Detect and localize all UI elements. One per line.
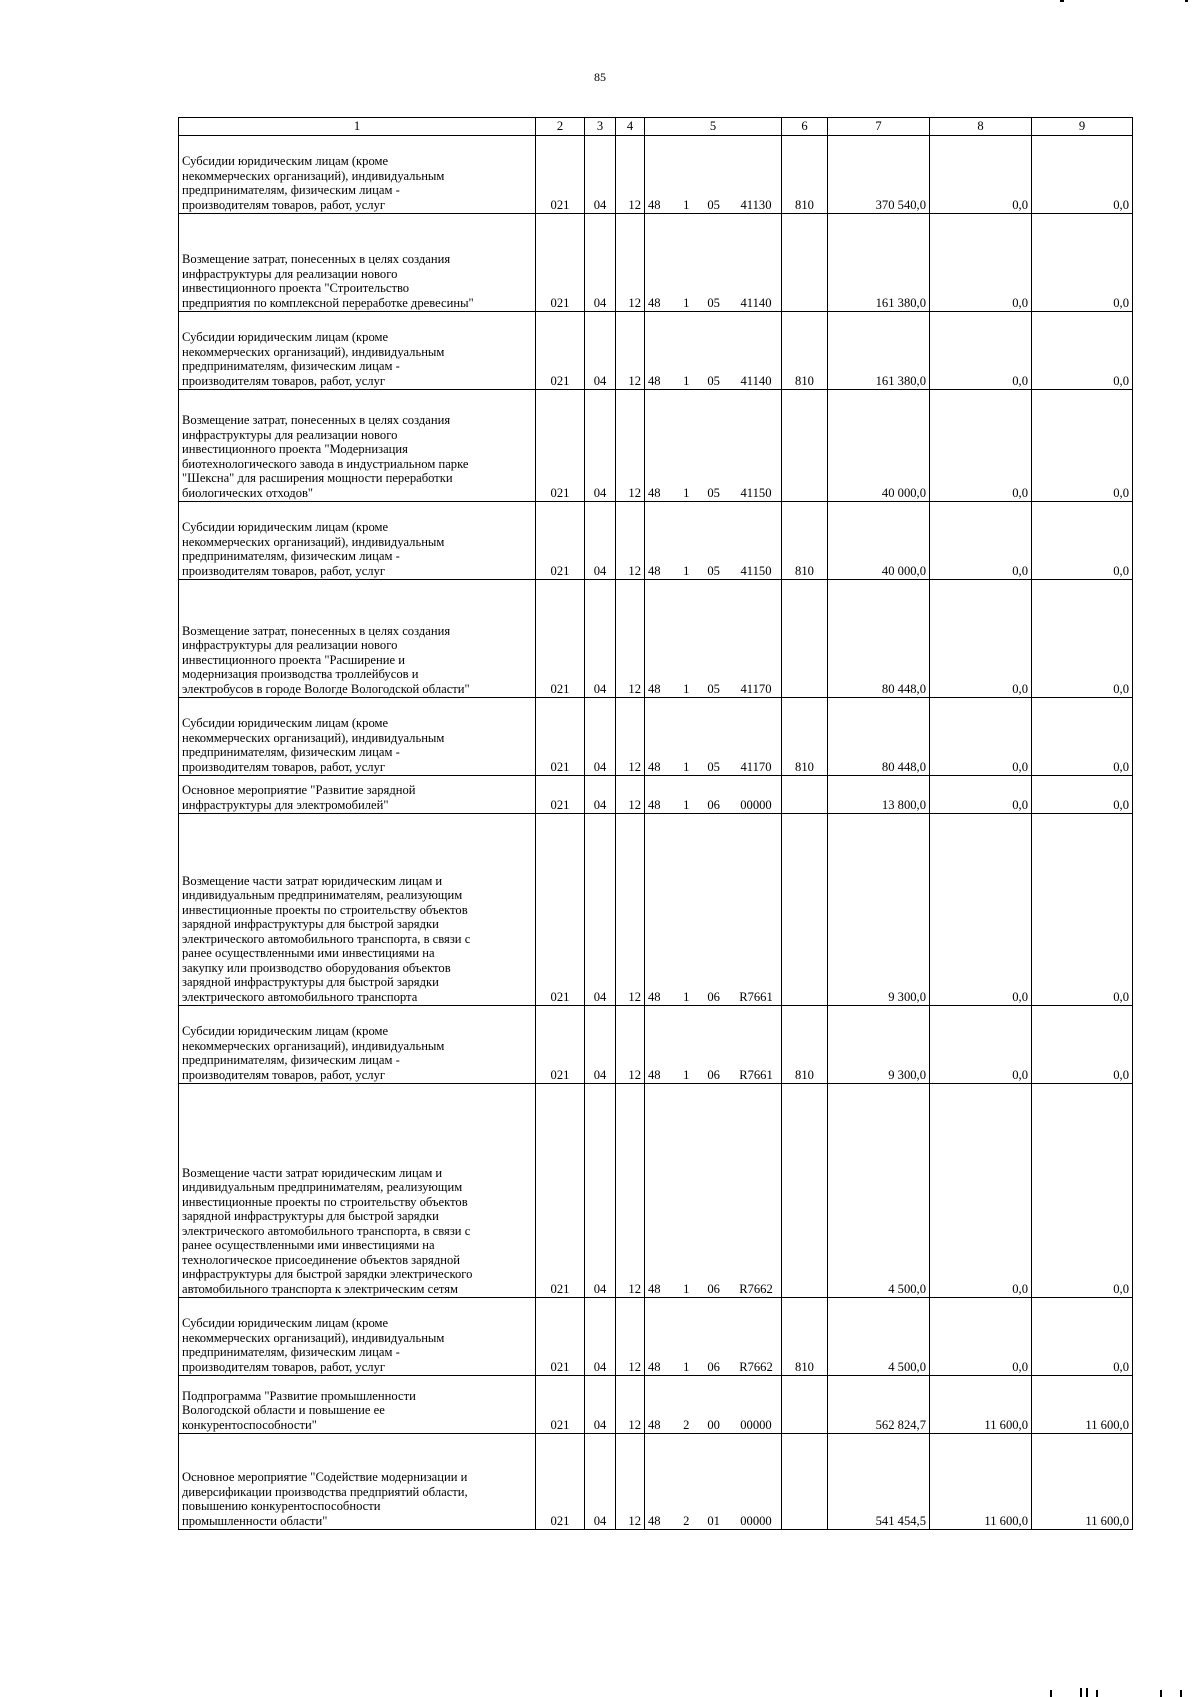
description-cell: Возмещение затрат, понесенных в целях создания инфраструктуры для реализации нового инвестиционного проекта "Строительство предприятия по комплексной переработке древесины" bbox=[179, 214, 536, 312]
amount-cell: 0,0 bbox=[930, 776, 1032, 814]
description-cell: Возмещение затрат, понесенных в целях создания инфраструктуры для реализации нового инвестиционного проекта "Модернизация биотехнологического завода в индустриальном парке "Шексна" для расширения мощности переработки биологических отходов" bbox=[179, 390, 536, 502]
table-row bbox=[179, 1434, 1133, 1530]
target-article-cell bbox=[645, 580, 782, 698]
description-cell: Субсидии юридическим лицам (кроме некоммерческих организаций), индивидуальным предпринимателям, физическим лицам - производителям товаров, работ, услуг bbox=[179, 1006, 536, 1084]
amount-cell: 4 500,0 bbox=[828, 1298, 930, 1376]
header-cell: 3 bbox=[585, 118, 616, 136]
section-cell: 04 bbox=[585, 312, 616, 390]
amount-cell: 0,0 bbox=[1032, 1084, 1133, 1298]
code-part: 41150 bbox=[740, 563, 772, 578]
section-cell: 04 bbox=[585, 214, 616, 312]
code-part: 41150 bbox=[740, 485, 772, 500]
description-cell: Возмещение затрат, понесенных в целях создания инфраструктуры для реализации нового инвестиционного проекта "Расширение и модернизация производства троллейбусов и электробусов в городе Вологде Вологодской области" bbox=[179, 580, 536, 698]
code-part: 48 bbox=[648, 485, 661, 500]
admin-code-cell: 021 bbox=[536, 390, 585, 502]
code-part: R7662 bbox=[739, 1359, 773, 1374]
table-row bbox=[179, 390, 1133, 502]
amount-cell: 0,0 bbox=[930, 814, 1032, 1006]
table-row bbox=[179, 698, 1133, 776]
amount-cell: 0,0 bbox=[930, 698, 1032, 776]
subsection-cell: 12 bbox=[616, 1298, 645, 1376]
header-cell: 5 bbox=[645, 118, 782, 136]
code-part: 00000 bbox=[740, 797, 772, 812]
description-cell: Субсидии юридическим лицам (кроме некоммерческих организаций), индивидуальным предпринимателям, физическим лицам - производителям товаров, работ, услуг bbox=[179, 698, 536, 776]
expense-type-cell: 810 bbox=[782, 1006, 828, 1084]
subsection-cell: 12 bbox=[616, 1434, 645, 1530]
budget-table bbox=[178, 117, 1133, 1530]
scan-mark bbox=[1050, 1690, 1052, 1697]
subsection-cell: 12 bbox=[616, 698, 645, 776]
amount-cell: 0,0 bbox=[1032, 214, 1133, 312]
code-part: R7661 bbox=[739, 989, 773, 1004]
amount-cell: 11 600,0 bbox=[1032, 1376, 1133, 1434]
table-row bbox=[179, 814, 1133, 1006]
header-cell: 6 bbox=[782, 118, 828, 136]
amount-cell: 9 300,0 bbox=[828, 814, 930, 1006]
subsection-cell: 12 bbox=[616, 776, 645, 814]
table-row bbox=[179, 1298, 1133, 1376]
table-row bbox=[179, 1376, 1133, 1434]
table-row bbox=[179, 776, 1133, 814]
amount-cell: 11 600,0 bbox=[1032, 1434, 1133, 1530]
table-row bbox=[179, 1084, 1133, 1298]
section-cell: 04 bbox=[585, 390, 616, 502]
code-part: 05 bbox=[707, 295, 720, 310]
section-cell: 04 bbox=[585, 814, 616, 1006]
code-part: 1 bbox=[683, 1067, 690, 1082]
table-row bbox=[179, 312, 1133, 390]
code-part: 48 bbox=[648, 681, 661, 696]
scan-mark bbox=[1185, 0, 1188, 2]
code-part: 41140 bbox=[740, 295, 772, 310]
header-cell: 2 bbox=[536, 118, 585, 136]
expense-type-cell: 810 bbox=[782, 502, 828, 580]
amount-cell: 40 000,0 bbox=[828, 502, 930, 580]
code-part: 48 bbox=[648, 1067, 661, 1082]
code-part: R7661 bbox=[739, 1067, 773, 1082]
expense-type-cell: 810 bbox=[782, 698, 828, 776]
amount-cell: 40 000,0 bbox=[828, 390, 930, 502]
code-part: 2 bbox=[683, 1417, 690, 1432]
code-part: 41130 bbox=[740, 197, 772, 212]
section-cell: 04 bbox=[585, 1376, 616, 1434]
code-part: 06 bbox=[707, 1067, 720, 1082]
admin-code-cell: 021 bbox=[536, 1298, 585, 1376]
subsection-cell: 12 bbox=[616, 1006, 645, 1084]
description-cell: Субсидии юридическим лицам (кроме некоммерческих организаций), индивидуальным предпринимателям, физическим лицам - производителям товаров, работ, услуг bbox=[179, 1298, 536, 1376]
code-part: 05 bbox=[707, 563, 720, 578]
scan-mark bbox=[1060, 0, 1064, 2]
expense-type-cell bbox=[782, 776, 828, 814]
code-part: 1 bbox=[683, 797, 690, 812]
amount-cell: 0,0 bbox=[1032, 390, 1133, 502]
amount-cell: 0,0 bbox=[930, 502, 1032, 580]
description-cell: Субсидии юридическим лицам (кроме некоммерческих организаций), индивидуальным предпринимателям, физическим лицам - производителям товаров, работ, услуг bbox=[179, 136, 536, 214]
code-part: 48 bbox=[648, 1513, 661, 1528]
target-article-cell bbox=[645, 136, 782, 214]
code-part: 41170 bbox=[740, 759, 772, 774]
target-article-cell bbox=[645, 814, 782, 1006]
code-part: 00 bbox=[707, 1417, 720, 1432]
admin-code-cell: 021 bbox=[536, 814, 585, 1006]
subsection-cell: 12 bbox=[616, 1084, 645, 1298]
admin-code-cell: 021 bbox=[536, 136, 585, 214]
scan-mark bbox=[1096, 1690, 1098, 1697]
code-part: 00000 bbox=[740, 1417, 772, 1432]
code-part: 1 bbox=[683, 197, 690, 212]
amount-cell: 161 380,0 bbox=[828, 214, 930, 312]
expense-type-cell: 810 bbox=[782, 312, 828, 390]
subsection-cell: 12 bbox=[616, 580, 645, 698]
scan-mark bbox=[1180, 1690, 1182, 1697]
section-cell: 04 bbox=[585, 136, 616, 214]
subsection-cell: 12 bbox=[616, 1376, 645, 1434]
code-part: 05 bbox=[707, 681, 720, 696]
code-part: 05 bbox=[707, 759, 720, 774]
code-part: 06 bbox=[707, 1281, 720, 1296]
description-cell: Подпрограмма "Развитие промышленности Вологодской области и повышение ее конкурентоспособности" bbox=[179, 1376, 536, 1434]
section-cell: 04 bbox=[585, 1298, 616, 1376]
amount-cell: 0,0 bbox=[930, 214, 1032, 312]
code-part: 48 bbox=[648, 1359, 661, 1374]
description-cell: Субсидии юридическим лицам (кроме некоммерческих организаций), индивидуальным предпринимателям, физическим лицам - производителям товаров, работ, услуг bbox=[179, 312, 536, 390]
amount-cell: 0,0 bbox=[1032, 814, 1133, 1006]
subsection-cell: 12 bbox=[616, 214, 645, 312]
amount-cell: 0,0 bbox=[930, 312, 1032, 390]
amount-cell: 0,0 bbox=[930, 390, 1032, 502]
code-part: 48 bbox=[648, 197, 661, 212]
target-article-cell bbox=[645, 1006, 782, 1084]
code-part: 2 bbox=[683, 1513, 690, 1528]
code-part: 1 bbox=[683, 759, 690, 774]
amount-cell: 562 824,7 bbox=[828, 1376, 930, 1434]
expense-type-cell bbox=[782, 390, 828, 502]
amount-cell: 0,0 bbox=[1032, 580, 1133, 698]
code-part: 1 bbox=[683, 563, 690, 578]
target-article-cell bbox=[645, 776, 782, 814]
target-article-cell bbox=[645, 1376, 782, 1434]
table-row bbox=[179, 1006, 1133, 1084]
code-part: 01 bbox=[707, 1513, 720, 1528]
code-part: 05 bbox=[707, 485, 720, 500]
expense-type-cell: 810 bbox=[782, 136, 828, 214]
section-cell: 04 bbox=[585, 776, 616, 814]
admin-code-cell: 021 bbox=[536, 1434, 585, 1530]
scan-mark bbox=[1080, 1688, 1082, 1697]
target-article-cell bbox=[645, 1434, 782, 1530]
amount-cell: 9 300,0 bbox=[828, 1006, 930, 1084]
target-article-cell bbox=[645, 390, 782, 502]
expense-type-cell bbox=[782, 1434, 828, 1530]
description-cell: Субсидии юридическим лицам (кроме некоммерческих организаций), индивидуальным предпринимателям, физическим лицам - производителям товаров, работ, услуг bbox=[179, 502, 536, 580]
code-part: 48 bbox=[648, 563, 661, 578]
expense-type-cell bbox=[782, 814, 828, 1006]
header-cell: 1 bbox=[179, 118, 536, 136]
amount-cell: 11 600,0 bbox=[930, 1376, 1032, 1434]
target-article-cell bbox=[645, 1298, 782, 1376]
expense-type-cell bbox=[782, 214, 828, 312]
amount-cell: 80 448,0 bbox=[828, 580, 930, 698]
code-part: 00000 bbox=[740, 1513, 772, 1528]
amount-cell: 0,0 bbox=[1032, 776, 1133, 814]
code-part: 1 bbox=[683, 989, 690, 1004]
subsection-cell: 12 bbox=[616, 390, 645, 502]
code-part: 48 bbox=[648, 1417, 661, 1432]
code-part: 41170 bbox=[740, 681, 772, 696]
table-body bbox=[179, 136, 1133, 1530]
admin-code-cell: 021 bbox=[536, 776, 585, 814]
amount-cell: 0,0 bbox=[930, 1298, 1032, 1376]
table-row bbox=[179, 214, 1133, 312]
amount-cell: 370 540,0 bbox=[828, 136, 930, 214]
amount-cell: 80 448,0 bbox=[828, 698, 930, 776]
table-row bbox=[179, 580, 1133, 698]
admin-code-cell: 021 bbox=[536, 312, 585, 390]
section-cell: 04 bbox=[585, 1434, 616, 1530]
description-cell: Возмещение части затрат юридическим лицам и индивидуальным предпринимателям, реализующим инвестиционные проекты по строительству объектов зарядной инфраструктуры для быстрой зарядки электрического автомобильного транспорта, в связи с ранее осуществленными ими инвестициями на технологическое присоединение объектов зарядной инфраструктуры для быстрой зарядки электрического автомобильного транспорта к электрическим сетям bbox=[179, 1084, 536, 1298]
code-part: 48 bbox=[648, 989, 661, 1004]
admin-code-cell: 021 bbox=[536, 698, 585, 776]
code-part: 48 bbox=[648, 373, 661, 388]
admin-code-cell: 021 bbox=[536, 1084, 585, 1298]
code-part: 1 bbox=[683, 1281, 690, 1296]
target-article-cell bbox=[645, 698, 782, 776]
code-part: 1 bbox=[683, 1359, 690, 1374]
target-article-cell bbox=[645, 214, 782, 312]
amount-cell: 0,0 bbox=[930, 1084, 1032, 1298]
code-part: R7662 bbox=[739, 1281, 773, 1296]
code-part: 48 bbox=[648, 295, 661, 310]
amount-cell: 0,0 bbox=[930, 580, 1032, 698]
header-row bbox=[179, 118, 1133, 136]
code-part: 1 bbox=[683, 373, 690, 388]
section-cell: 04 bbox=[585, 1084, 616, 1298]
header-cell: 8 bbox=[930, 118, 1032, 136]
expense-type-cell: 810 bbox=[782, 1298, 828, 1376]
scan-mark bbox=[1160, 1690, 1162, 1697]
subsection-cell: 12 bbox=[616, 814, 645, 1006]
amount-cell: 0,0 bbox=[1032, 1298, 1133, 1376]
amount-cell: 0,0 bbox=[1032, 698, 1133, 776]
description-cell: Возмещение части затрат юридическим лицам и индивидуальным предпринимателям, реализующим инвестиционные проекты по строительству объектов зарядной инфраструктуры для быстрой зарядки электрического автомобильного транспорта, в связи с ранее осуществленными ими инвестициями на закупку или производство оборудования объектов зарядной инфраструктуры для быстрой зарядки электрического автомобильного транспорта bbox=[179, 814, 536, 1006]
section-cell: 04 bbox=[585, 1006, 616, 1084]
amount-cell: 541 454,5 bbox=[828, 1434, 930, 1530]
amount-cell: 0,0 bbox=[1032, 136, 1133, 214]
code-part: 48 bbox=[648, 759, 661, 774]
expense-type-cell bbox=[782, 1084, 828, 1298]
code-part: 05 bbox=[707, 197, 720, 212]
target-article-cell bbox=[645, 502, 782, 580]
target-article-cell bbox=[645, 312, 782, 390]
amount-cell: 11 600,0 bbox=[930, 1434, 1032, 1530]
code-part: 06 bbox=[707, 797, 720, 812]
header-cell: 7 bbox=[828, 118, 930, 136]
amount-cell: 4 500,0 bbox=[828, 1084, 930, 1298]
scan-mark bbox=[1086, 1688, 1088, 1697]
admin-code-cell: 021 bbox=[536, 214, 585, 312]
description-cell: Основное мероприятие "Содействие модернизации и диверсификации производства предприятий области, повышению конкурентоспособности промышленности области" bbox=[179, 1434, 536, 1530]
expense-type-cell bbox=[782, 580, 828, 698]
amount-cell: 0,0 bbox=[930, 136, 1032, 214]
table-row bbox=[179, 502, 1133, 580]
amount-cell: 0,0 bbox=[1032, 312, 1133, 390]
page-number: 85 bbox=[594, 70, 606, 84]
code-part: 1 bbox=[683, 681, 690, 696]
amount-cell: 0,0 bbox=[1032, 1006, 1133, 1084]
header-cell: 9 bbox=[1032, 118, 1133, 136]
target-article-cell bbox=[645, 1084, 782, 1298]
admin-code-cell: 021 bbox=[536, 1006, 585, 1084]
expense-type-cell bbox=[782, 1376, 828, 1434]
code-part: 1 bbox=[683, 485, 690, 500]
section-cell: 04 bbox=[585, 580, 616, 698]
section-cell: 04 bbox=[585, 502, 616, 580]
admin-code-cell: 021 bbox=[536, 502, 585, 580]
amount-cell: 0,0 bbox=[930, 1006, 1032, 1084]
table-row bbox=[179, 136, 1133, 214]
amount-cell: 13 800,0 bbox=[828, 776, 930, 814]
admin-code-cell: 021 bbox=[536, 1376, 585, 1434]
code-part: 48 bbox=[648, 797, 661, 812]
amount-cell: 0,0 bbox=[1032, 502, 1133, 580]
amount-cell: 161 380,0 bbox=[828, 312, 930, 390]
code-part: 1 bbox=[683, 295, 690, 310]
subsection-cell: 12 bbox=[616, 136, 645, 214]
code-part: 06 bbox=[707, 989, 720, 1004]
code-part: 06 bbox=[707, 1359, 720, 1374]
admin-code-cell: 021 bbox=[536, 580, 585, 698]
subsection-cell: 12 bbox=[616, 502, 645, 580]
header-cell: 4 bbox=[616, 118, 645, 136]
description-cell: Основное мероприятие "Развитие зарядной инфраструктуры для электромобилей" bbox=[179, 776, 536, 814]
code-part: 48 bbox=[648, 1281, 661, 1296]
code-part: 41140 bbox=[740, 373, 772, 388]
section-cell: 04 bbox=[585, 698, 616, 776]
subsection-cell: 12 bbox=[616, 312, 645, 390]
code-part: 05 bbox=[707, 373, 720, 388]
